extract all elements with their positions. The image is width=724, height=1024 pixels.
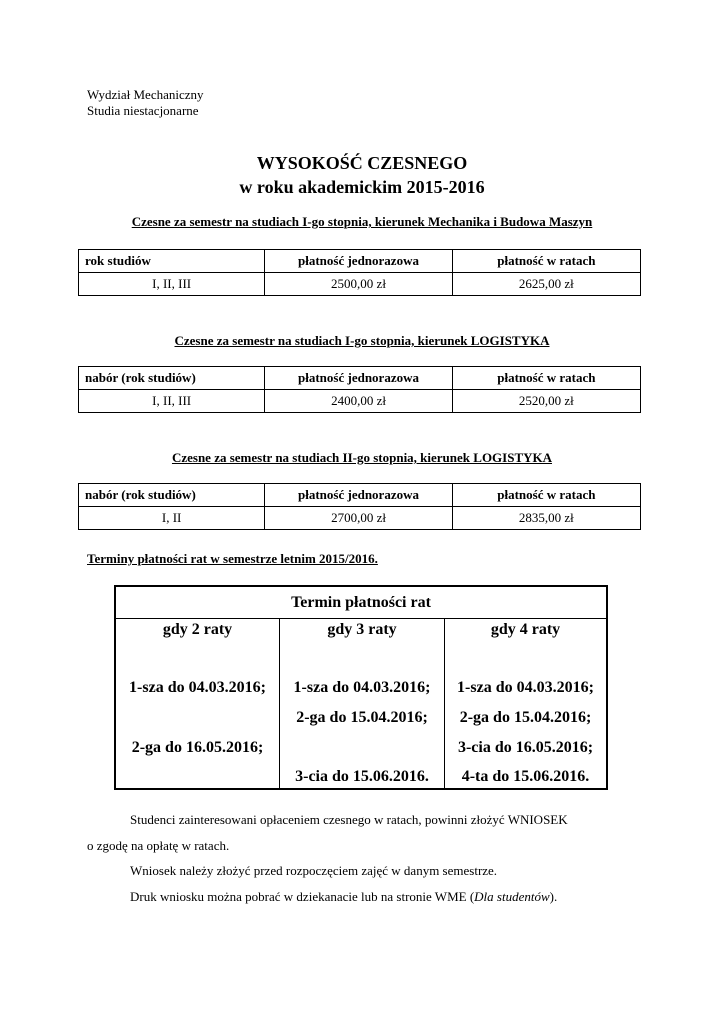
note-text: Druk wniosku można pobrać w dziekanacie lub na stronie WME ( — [130, 889, 475, 904]
installment-terms-table — [114, 585, 608, 790]
table-cell: 2520,00 zł — [452, 390, 640, 413]
column-header: gdy 2 raty — [162, 621, 233, 638]
table-row — [79, 390, 641, 413]
note-text-end: ). — [549, 889, 558, 904]
table-cell: 2835,00 zł — [452, 507, 640, 530]
column-header: rok studiów — [79, 250, 265, 273]
table-cell: I, II, III — [79, 273, 265, 296]
column-header: płatność jednorazowa — [265, 250, 452, 273]
students-page-link-text: Dla studentów — [474, 889, 550, 904]
installment-terms-title: Termin płatności rat — [116, 587, 606, 619]
installment-date: 2-ga do 16.05.2016; — [131, 739, 264, 756]
section-heading-1: Czesne za semestr na studiach I-go stopnia, kierunek Mechanika i Budowa Maszyn — [131, 214, 593, 229]
column-header: płatność jednorazowa — [265, 484, 452, 507]
column-header: płatność w ratach — [452, 367, 640, 390]
fee-table-1 — [78, 249, 641, 296]
installment-date: 3-cia do 15.06.2016. — [295, 768, 429, 785]
installment-date: 3-cia do 16.05.2016; — [457, 739, 594, 756]
note-paragraph-3 — [130, 889, 557, 905]
fee-table-3 — [78, 483, 641, 530]
table-cell: 2625,00 zł — [452, 273, 640, 296]
study-mode: Studia niestacjonarne — [87, 103, 199, 118]
column-header: płatność w ratach — [452, 250, 640, 273]
column-4-installments — [445, 618, 606, 788]
column-header: gdy 4 raty — [490, 621, 561, 638]
table-row — [79, 507, 641, 530]
fee-table-2 — [78, 366, 641, 413]
installment-date: 1-sza do 04.03.2016; — [293, 679, 431, 696]
table-row — [79, 273, 641, 296]
installment-date: 1-sza do 04.03.2016; — [457, 679, 594, 696]
table-header-row — [79, 250, 641, 273]
column-2-installments — [116, 618, 280, 788]
column-header: płatność jednorazowa — [265, 367, 452, 390]
table-cell: 2400,00 zł — [265, 390, 452, 413]
section-heading-2: Czesne za semestr na studiach I-go stopnia, kierunek LOGISTYKA — [174, 333, 550, 348]
column-header: nabór (rok studiów) — [79, 367, 265, 390]
table-cell: 2700,00 zł — [265, 507, 452, 530]
installment-date: 4-ta do 15.06.2016. — [461, 768, 590, 785]
table-header-row — [79, 367, 641, 390]
note-paragraph-1-cont: o zgodę na opłatę w ratach. — [87, 838, 230, 853]
table-cell: I, II, III — [79, 390, 265, 413]
column-3-installments — [280, 618, 445, 788]
installment-date: 2-ga do 15.04.2016; — [296, 709, 428, 726]
table-cell: 2500,00 zł — [265, 273, 452, 296]
note-paragraph-1: Studenci zainteresowani opłaceniem czesnego w ratach, powinni złożyć WNIOSEK — [130, 812, 568, 827]
faculty-name: Wydział Mechaniczny — [87, 87, 204, 102]
column-header: płatność w ratach — [452, 484, 640, 507]
note-paragraph-2: Wniosek należy złożyć przed rozpoczęciem zajęć w danym semestrze. — [130, 863, 498, 878]
section-heading-3: Czesne za semestr na studiach II-go stopnia, kierunek LOGISTYKA — [171, 450, 553, 465]
column-header: gdy 3 raty — [327, 621, 397, 638]
installment-date: 2-ga do 15.04.2016; — [459, 709, 592, 726]
table-cell: I, II — [79, 507, 265, 530]
column-header: nabór (rok studiów) — [79, 484, 265, 507]
terms-heading: Terminy płatności rat w semestrze letnim 2015/2016. — [87, 551, 378, 566]
installment-date: 1-sza do 04.03.2016; — [129, 679, 266, 696]
page-title: WYSOKOŚĆ CZESNEGO — [256, 153, 468, 173]
page-subtitle: w roku akademickim 2015-2016 — [239, 177, 485, 197]
table-header-row — [79, 484, 641, 507]
